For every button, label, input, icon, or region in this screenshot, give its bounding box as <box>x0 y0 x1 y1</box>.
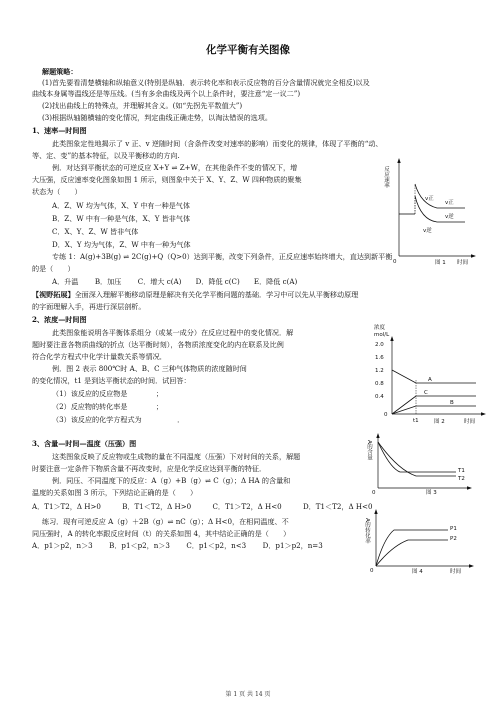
example-2-question-3: （3）该反应的化学方程式为 ． <box>52 415 185 424</box>
extension-text: 全面深入理解平衡移动原理是解决有关化学平衡问题的基础．学习中可以先从平衡移动原理 <box>74 290 359 299</box>
example-3-line-1: 例．同压、不同温度下的反应：A（g）+B（g）⇌ C（g）；Δ HA 的含量和 <box>52 476 291 485</box>
figure-3-ylabel-1: A的含量 <box>366 440 372 461</box>
figure-2-tick-2: 1.2 <box>375 368 384 374</box>
figure-1-vrev-label: v逆 <box>423 228 432 234</box>
section-1-heading: 1、速率—时间图 <box>32 126 87 135</box>
section-1-text: 此类图象定性地揭示了 v 正、v 逆随时间（含条件改变对速率的影响）而变化的规律，体现了平衡的“动、 <box>52 139 383 148</box>
figure-3-origin: 0 <box>372 490 376 496</box>
example-1-line-3: 状态为（ ） <box>32 187 82 196</box>
practice-2-options: A．p1＞p2，n＞3 B．p1＜p2，n＞3 C．p1＜p2，n<3 D．p1＞p2，n=3 <box>32 541 323 550</box>
example-1-option-c: C．X、Y、Z、W 皆非气体 <box>52 227 139 236</box>
strategy-item-3: (3)根据纵轴随横轴的变化情况，判定曲线正确走势，以淘汰错误的选项。 <box>42 113 272 122</box>
example-2-line-2: 的变化情况，t1 是到达平衡状态的时间．试回答： <box>32 376 191 385</box>
example-1-line-2: 大压强，反应速率变化图象如图 1 所示，则图象中关于 X、Y、Z、W 四种物质的聚集 <box>32 175 302 184</box>
practice-2-line-1: 练习．现有可逆反应 A（g）＋2B（g）⇌ nC（g）；Δ H<0，在相同温度、不 <box>42 517 289 526</box>
figure-3-content-time <box>368 432 474 496</box>
practice-1-options: A．升温 B．加压 C．增大 c(A) D．降低 c(C) E．降低 c(A) <box>52 277 298 286</box>
figure-3-curve-t2: T2 <box>458 476 465 482</box>
example-1-option-d: D．X、Y 均为气体，Z、W 中有一种为气体 <box>52 240 191 249</box>
page-title: 化学平衡有关图像 <box>206 44 290 56</box>
example-1-option-b: B．Z、W 中有一种是气体，X、Y 皆非气体 <box>52 214 191 223</box>
strategy-item-2: (2)找出曲线上的特殊点，并理解其含义。(如“先拐先平数值大”) <box>42 101 243 110</box>
section-2-text-3: 符合化学方程式中化学计量数关系等情况． <box>32 352 167 361</box>
practice-2-line-2: 同压强时，A 的转化率跟反应时间（t）的关系如图 4，其中结论正确的是（ ） <box>32 529 291 538</box>
figure-2-ylabel-1: 浓度 <box>374 325 386 331</box>
figure-2-tick-0: 2.0 <box>375 342 384 348</box>
figure-4-origin: 0 <box>370 568 374 574</box>
figure-2-tick-5: 0 <box>384 412 388 418</box>
figure-2-curve-c: C <box>424 390 428 396</box>
example-2-question-1: （1）该反应的反应物是 ； <box>52 389 163 398</box>
figure-4-curve-p1: P1 <box>450 526 457 532</box>
section-3-text-2: 时要注意一定条件下物质含量不再改变时，应是化学反应达到平衡的特征． <box>32 464 267 473</box>
figure-2-curve-a: A <box>428 377 432 383</box>
example-3-options: A．T1＞T2，Δ H>0 B．T1＜T2，Δ H>0 C．T1＞T2，Δ H<0 D．T1＜T2，Δ H<0 <box>32 502 373 511</box>
example-1-option-a: A．Z、W 均为气体，X、Y 中有一种是气体 <box>52 201 190 210</box>
figure-3-curve-t1: T1 <box>458 468 465 474</box>
figure-2-tick-1: 1.6 <box>375 355 384 361</box>
figure-1-caption: 图 1 <box>435 260 446 266</box>
figure-4-xlabel: 时间 <box>450 569 462 575</box>
extension-heading: 【视野拓展】 <box>32 290 75 299</box>
figure-2-concentration-time <box>372 322 488 426</box>
page-footer: 第 1 页 共 14 页 <box>225 691 271 698</box>
figure-1-origin: 0 <box>393 259 397 265</box>
example-2-line-1: 例．图 2 表示 800℃时 A、B、C 三种气体物质的浓度随时间 <box>52 364 247 373</box>
strategy-heading: 解题策略： <box>42 67 78 76</box>
section-2-heading: 2、浓度—时间图 <box>32 315 87 324</box>
figure-2-t1: t1 <box>413 418 419 424</box>
figure-4-ylabel-1: A的转化率 <box>364 518 370 544</box>
strategy-item-1-cont: 曲线本身属等温线还是等压线。(当有多余曲线及两个以上条件时，要注意“定一议二”) <box>32 89 301 98</box>
section-1-text-cont: 等、定、变”的基本特征，以及平衡移动的方向. <box>32 151 180 160</box>
figure-2-tick-4: 0.4 <box>375 394 384 400</box>
figure-2-ylabel-2: mol/L <box>374 332 390 338</box>
example-2-question-2: （2）反应物的转化率是 ； <box>52 402 163 411</box>
section-2-text-1: 此类图象能说明各平衡体系组分（或某一成分）在反应过程中的变化情况．解 <box>52 328 294 337</box>
figure-1-rate-time <box>385 156 477 266</box>
figure-2-xlabel: 时间 <box>464 419 476 425</box>
figure-1-vrev-label-2: v逆 <box>445 214 454 220</box>
figure-2-caption: 图 2 <box>434 419 445 425</box>
section-3-text-1: 这类图象反映了反应物或生成物的量在不同温度（压强）下对时间的关系，解题 <box>52 452 301 461</box>
example-3-line-2: 温度的关系如图 3 所示，下列结论正确的是（ ） <box>32 488 198 497</box>
section-2-text-2: 题时要注意各物质曲线的折点（达平衡时刻），各物质浓度变化的内在联系及比例 <box>32 340 284 349</box>
extension-paragraph <box>32 290 358 299</box>
strategy-item-1: (1)首先要看清楚横轴和纵轴意义(特别是纵轴．表示转化率和表示反应物的百分含量情况就完全相反)以及 <box>42 78 370 87</box>
figure-4-curve-p2: P2 <box>450 536 457 542</box>
section-3-heading: 3、含量—时间—温度（压强）图 <box>32 439 137 448</box>
practice-1-line-1: 专练 1：A(g)+3B(g) ⇌ 2C(g)+Q（Q>0）达到平衡，改变下列条件，正反应速率始终增大，直达到新平衡 <box>52 252 393 261</box>
figure-1-ylabel-1: 反应速率 <box>383 166 389 188</box>
figure-3-caption: 图 3 <box>426 490 437 496</box>
practice-1-line-2: 的是（ ） <box>32 264 75 273</box>
example-1-line-1: 例．对达到平衡状态的可逆反应 X+Y ⇌ Z+W，在其他条件不变的情况下，增 <box>52 163 298 172</box>
figure-4-caption: 图 4 <box>412 569 423 575</box>
figure-2-tick-3: 0.8 <box>375 381 384 387</box>
figure-1-vfwd-label-2: v正 <box>445 200 454 206</box>
extension-text-cont: 的字面理解入手，再进行深层剖析。 <box>32 302 146 311</box>
figure-1-vfwd-label: v正 <box>425 196 434 202</box>
figure-2-curve-b: B <box>450 400 454 406</box>
figure-1-xlabel: 时间 <box>457 260 469 266</box>
figure-4-conversion-time <box>366 508 476 574</box>
